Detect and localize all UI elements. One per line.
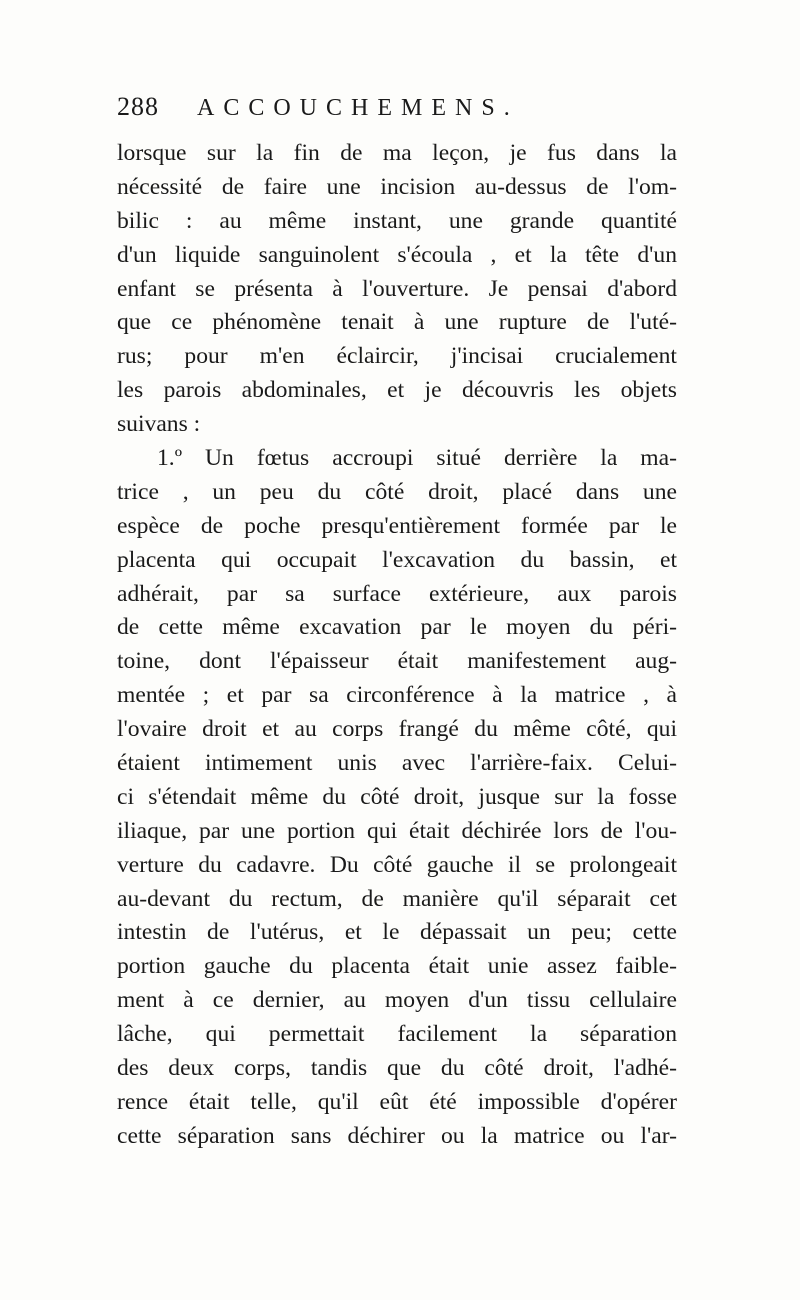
text-line: portion gauche du placenta était unie assez faible- xyxy=(117,953,677,980)
text-line: trice , un peu du côté droit, placé dans une xyxy=(117,478,677,505)
text-line: 1.º Un fœtus accroupi situé derrière la ma- xyxy=(157,445,677,472)
text-line: mentée ; et par sa circonférence à la matrice , à xyxy=(117,682,677,709)
text-line: lâche, qui permettait facilement la séparation xyxy=(117,1021,677,1048)
page-number: 288 xyxy=(117,92,159,121)
text-line: au-devant du rectum, de manière qu'il séparait cet xyxy=(117,885,677,912)
text-line: cette séparation sans déchirer ou la matrice ou l'ar- xyxy=(117,1122,677,1149)
text-line: des deux corps, tandis que du côté droit, l'adhé- xyxy=(117,1055,677,1082)
text-line: d'un liquide sanguinolent s'écoula , et la tête d'un xyxy=(117,241,677,268)
text-line: placenta qui occupait l'excavation du bassin, et xyxy=(117,546,677,573)
running-title: ACCOUCHEMENS. xyxy=(197,95,519,121)
text-line: iliaque, par une portion qui était déchirée lors de l'ou- xyxy=(117,817,677,844)
text-line: les parois abdominales, et je découvris les objets xyxy=(117,377,677,404)
text-line: rence était telle, qu'il eût été impossible d'opérer xyxy=(117,1088,677,1115)
text-line: suivans : xyxy=(117,411,201,438)
text-line: rus; pour m'en éclaircir, j'incisai crucialement xyxy=(117,343,677,370)
text-line: l'ovaire droit et au corps frangé du même côté, qui xyxy=(117,716,677,743)
text-line: bilic : au même instant, une grande quantité xyxy=(117,207,677,234)
text-line: enfant se présenta à l'ouverture. Je pensai d'abord xyxy=(117,275,677,302)
paragraph-1 xyxy=(117,137,677,442)
text-line: verture du cadavre. Du côté gauche il se prolongeait xyxy=(117,851,677,878)
text-line: nécessité de faire une incision au-dessus de l'om- xyxy=(117,173,677,200)
text-line: adhérait, par sa surface extérieure, aux parois xyxy=(117,580,677,607)
text-line: espèce de poche presqu'entièrement formée par le xyxy=(117,512,677,539)
text-line: ment à ce dernier, au moyen d'un tissu cellulaire xyxy=(117,987,677,1014)
page-header xyxy=(117,92,677,132)
paragraph-2 xyxy=(117,442,677,1154)
text-line: intestin de l'utérus, et le dépassait un peu; cette xyxy=(117,919,677,946)
text-line: étaient intimement unis avec l'arrière-faix. Celui- xyxy=(117,750,677,777)
text-line: ci s'étendait même du côté droit, jusque sur la fosse xyxy=(117,783,677,810)
text-line: toine, dont l'épaisseur était manifestement aug- xyxy=(117,648,677,675)
text-line: lorsque sur la fin de ma leçon, je fus dans la xyxy=(117,140,677,166)
body-text xyxy=(117,137,677,1154)
text-line: de cette même excavation par le moyen du péri- xyxy=(117,614,677,641)
text-line: que ce phénomène tenait à une rupture de l'uté- xyxy=(117,309,677,336)
